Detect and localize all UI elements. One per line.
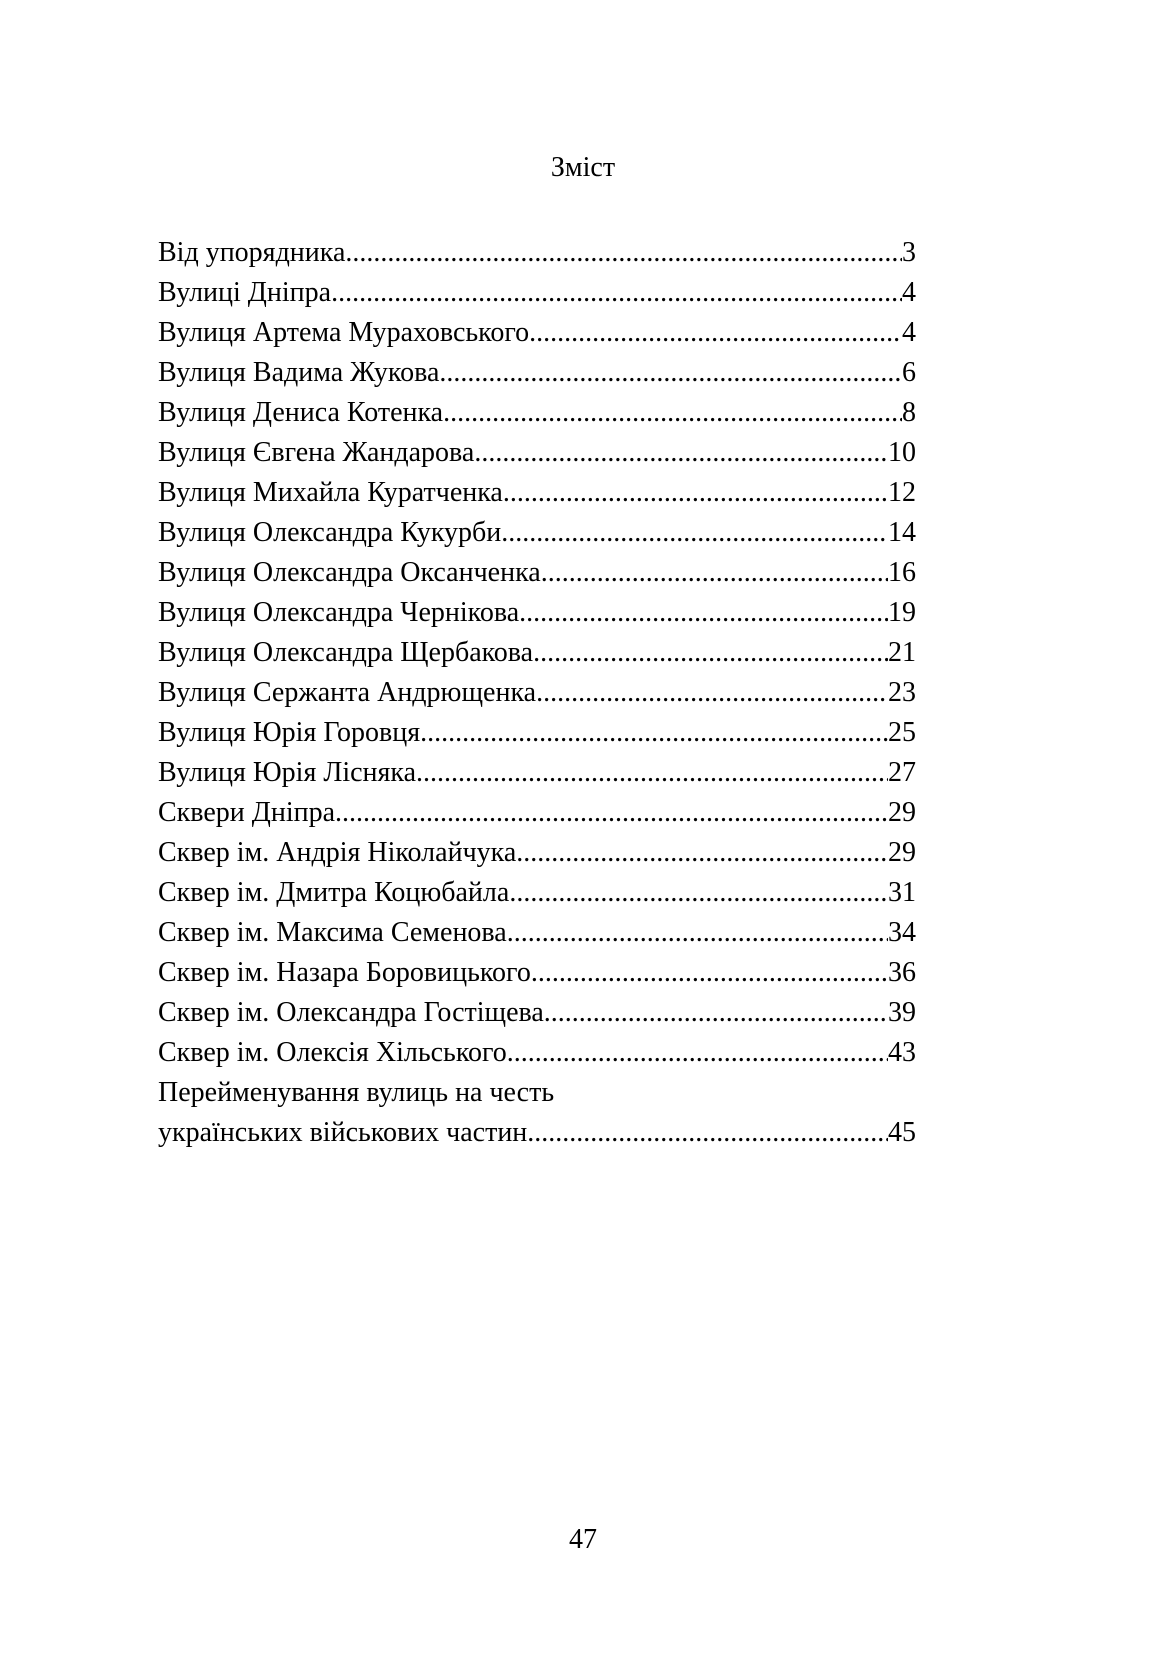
toc-entry-label: Вулиця Юрія Лісняка [158, 757, 417, 788]
toc-leader-dots [519, 593, 888, 633]
toc-entry-page: 45 [888, 1117, 916, 1148]
toc-leader-dots [443, 393, 902, 433]
toc-entry-page: 23 [888, 677, 916, 708]
toc-leader-dots [541, 553, 888, 593]
toc-entry[interactable] [158, 593, 916, 633]
toc-entry[interactable] [158, 673, 916, 713]
toc-entry-label: Вулиця Артема Мураховського [158, 317, 530, 348]
toc-entry[interactable] [158, 833, 916, 873]
toc-entry-page: 8 [902, 397, 916, 428]
toc-entry-page: 43 [888, 1037, 916, 1068]
toc-entry-label: Перейменування вулиць на честь [158, 1077, 555, 1108]
toc-entry[interactable] [158, 313, 916, 353]
toc-entry-page: 14 [888, 517, 916, 548]
toc-entry[interactable] [158, 393, 916, 433]
toc-entry-label: Вулиця Сержанта Андрющенка [158, 677, 537, 708]
toc-entry-page: 27 [888, 757, 916, 788]
toc-leader-dots [507, 913, 888, 953]
toc-leader-dots [501, 513, 888, 553]
toc-entry-label: Вулиця Олександра Чернікова [158, 597, 520, 628]
toc-entry-continued[interactable] [158, 1073, 916, 1113]
toc-entry[interactable] [158, 233, 916, 273]
toc-entry-label: Сквер ім. Олександра Гостіщева [158, 997, 544, 1028]
toc-entry[interactable] [158, 473, 916, 513]
toc-entry[interactable] [158, 1033, 916, 1073]
toc-entry-label: Від упорядника [158, 237, 346, 268]
toc-leader-dots [527, 1113, 888, 1153]
toc-entry-page: 29 [888, 797, 916, 828]
toc-entry-label: Вулиця Вадима Жукова [158, 357, 440, 388]
toc-entry[interactable] [158, 713, 916, 753]
toc-entry-label: Вулиці Дніпра [158, 277, 332, 308]
toc-entry[interactable] [158, 873, 916, 913]
toc-leader-dots [420, 713, 888, 753]
toc-leader-dots [331, 273, 902, 313]
toc-leader-dots [531, 953, 888, 993]
toc-leader-dots [516, 833, 888, 873]
toc-entry-label: Вулиця Олександра Щербакова [158, 637, 534, 668]
toc-leader-dots [474, 433, 888, 473]
toc-leader-dots [335, 793, 888, 833]
toc-leader-dots [533, 633, 888, 673]
toc-entry-label: Вулиця Євгена Жандарова [158, 437, 475, 468]
toc-entry-page: 4 [902, 277, 916, 308]
toc-leader-dots [503, 473, 888, 513]
toc-entry-label: Сквер ім. Максима Семенова [158, 917, 507, 948]
toc-entry-page: 21 [888, 637, 916, 668]
toc-leader-dots [509, 873, 888, 913]
toc-entry[interactable] [158, 1113, 916, 1153]
page-number: 47 [569, 1524, 597, 1555]
toc-entry[interactable] [158, 913, 916, 953]
toc-leader-dots [439, 353, 902, 393]
toc-leader-dots [507, 1033, 888, 1073]
toc-entry[interactable] [158, 633, 916, 673]
page-title: Зміст [550, 152, 616, 183]
toc-entry[interactable] [158, 353, 916, 393]
toc-entry[interactable] [158, 433, 916, 473]
toc-entry-page: 4 [902, 317, 916, 348]
toc-entry[interactable] [158, 273, 916, 313]
toc-entry-label: Вулиця Олександра Кукурби [158, 517, 502, 548]
toc-entry-label: Вулиця Дениса Котенка [158, 397, 444, 428]
toc-entry[interactable] [158, 793, 916, 833]
toc-entry-page: 25 [888, 717, 916, 748]
toc-entry-label: Вулиця Олександра Оксанченка [158, 557, 541, 588]
toc-leader-dots [529, 313, 902, 353]
toc-entry[interactable] [158, 553, 916, 593]
toc-entry-page: 6 [902, 357, 916, 388]
toc-entry-label: Сквер ім. Олексія Хільського [158, 1037, 507, 1068]
toc-entry-label: українських військових частин [158, 1117, 528, 1148]
toc-entry-label: Сквер ім. Назара Боровицького [158, 957, 531, 988]
toc-entry-page: 19 [888, 597, 916, 628]
toc-entry-page: 36 [888, 957, 916, 988]
toc-entry-page: 16 [888, 557, 916, 588]
table-of-contents [158, 233, 916, 1153]
toc-entry-page: 34 [888, 917, 916, 948]
toc-entry-page: 39 [888, 997, 916, 1028]
toc-entry[interactable] [158, 953, 916, 993]
toc-entry-page: 29 [888, 837, 916, 868]
toc-leader-dots [345, 233, 902, 273]
toc-entry-page: 31 [888, 877, 916, 908]
toc-entry[interactable] [158, 513, 916, 553]
toc-entry-label: Сквер ім. Андрія Ніколайчука [158, 837, 517, 868]
toc-entry-label: Вулиця Михайла Куратченка [158, 477, 503, 508]
toc-entry[interactable] [158, 993, 916, 1033]
toc-leader-dots [536, 673, 888, 713]
toc-entry-page: 10 [888, 437, 916, 468]
toc-leader-dots [416, 753, 888, 793]
toc-entry-label: Сквер ім. Дмитра Коцюбайла [158, 877, 510, 908]
toc-entry-label: Вулиця Юрія Горовця [158, 717, 421, 748]
toc-entry-label: Сквери Дніпра [158, 797, 336, 828]
toc-entry-page: 3 [902, 237, 916, 268]
toc-leader-dots [544, 993, 888, 1033]
toc-entry-page: 12 [888, 477, 916, 508]
toc-entry[interactable] [158, 753, 916, 793]
